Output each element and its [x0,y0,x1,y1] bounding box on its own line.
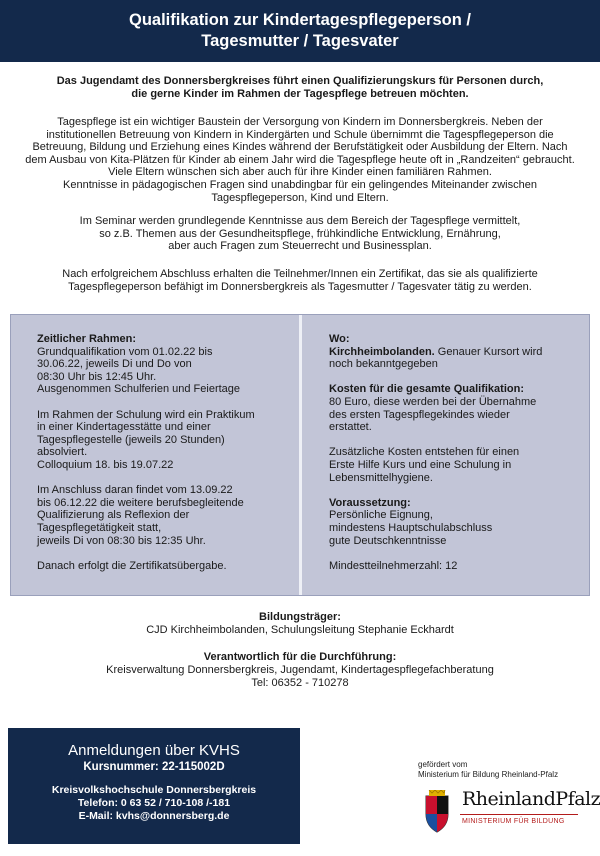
registration-box [8,728,300,844]
paragraph-line: dem Ausbau von Kita-Plätzen für Kinder ab einem Jahr wird die Tagespflege heute oft in „Randzeiten“ gebraucht. [25,153,575,166]
school-name: Kreisvolkshochschule Donnersbergkreis [51,784,257,796]
schedule-line: 30.06.22, jeweils Di und Do von [37,358,192,371]
followup-line: Qualifizierung als Reflexion der [37,509,190,522]
sponsor-note [418,760,558,780]
registration-title: Anmeldungen über KVHS [68,742,240,759]
info-box [10,314,590,596]
requirement-line: gute Deutschkenntnisse [329,534,447,547]
followup-line: bis 06.12.22 die weitere berufsbegleitende [37,496,244,509]
paragraph-line: Betreuung, Bildung und Erziehung eines Kindes während der Berufstätigkeit oder Ausbildung der Eltern. Nach [32,141,568,154]
sponsor-line: Ministerium für Bildung Rheinland-Pfalz [418,770,559,779]
requirement-line: mindestens Hauptschulabschluss [329,521,493,534]
seminar-paragraph [0,215,600,253]
followup-line: jeweils Di von 08:30 bis 12:35 Uhr. [37,534,206,547]
schedule-line: Grundqualifikation vom 01.02.22 bis [37,345,213,358]
course-number: Kursnummer: 22-115002D [83,761,225,773]
internship-line: in einer Kindertagesstätte und einer [37,421,211,434]
registration-email[interactable]: E-Mail: kvhs@donnersberg.de [78,810,230,822]
cost-line: des ersten Tagespflegekindes wieder [329,408,510,421]
cost-line: 80 Euro, diese werden bei der Übernahme [329,395,537,408]
location-note: Genauer Kursort wird [434,345,543,358]
extra-cost-line: Erste Hilfe Kurs und eine Schulung in [329,458,512,471]
title-line-1: Qualifikation zur Kindertagespflegeperson / [129,11,471,29]
responsible-block [0,651,600,690]
extra-cost-line: Lebensmittelhygiene. [329,471,433,484]
schedule-heading: Zeitlicher Rahmen: [37,333,137,345]
title-line-2: Tagesmutter / Tagesvater [201,32,399,50]
sponsor-line: gefördert vom [418,760,468,769]
paragraph-line: so z.B. Themen aus der Gesundheitspflege, frühkindliche Entwicklung, Ernährung, [99,227,501,240]
page-header [0,0,600,62]
paragraph-line: institutionellen Betreuung von Kindern in Kindergärten und Schule übernimmt die Tagespflegeperson die [46,128,554,141]
intro-line: die gerne Kinder im Rahmen der Tagespflege betreuen möchten. [131,87,469,100]
followup-line: Tagespflegetätigkeit statt, [37,521,162,534]
location-line [329,346,569,359]
certificate-handover: Danach erfolgt die Zertifikatsübergabe. [37,559,227,572]
paragraph-line: Im Seminar werden grundlegende Kenntnisse aus dem Bereich der Tagespflege vermittelt, [79,215,521,227]
min-participants: Mindestteilnehmerzahl: 12 [329,559,458,572]
internship-line: Im Rahmen der Schulung wird ein Praktikum [37,408,255,421]
requirements-heading: Voraussetzung: [329,496,411,509]
cost-heading: Kosten für die gesamte Qualifikation: [329,383,524,396]
responsible-phone: Tel: 06352 - 710278 [251,677,349,689]
paragraph-line: Kenntnisse in pädagogischen Fragen sind unabdingbar für ein gelingendes Miteinander zwischen [63,178,537,191]
responsible-heading: Verantwortlich für die Durchführung: [203,651,397,663]
internship-line: Colloquium 18. bis 19.07.22 [37,458,174,471]
paragraph-line: aber auch Fragen zum Steuerrecht und Businessplan. [168,240,432,253]
intro-line: Das Jugendamt des Donnersbergkreises führt einen Qualifizierungskurs für Personen durch, [56,75,544,87]
schedule-line: Ausgenommen Schulferien und Feiertage [37,383,241,396]
internship-line: absolviert. [37,446,88,459]
responsible-line: Kreisverwaltung Donnersbergkreis, Jugendamt, Kindertagespflegefachberatung [106,664,494,676]
organizer-line: CJD Kirchheimbolanden, Schulungsleitung Stephanie Eckhardt [146,624,454,636]
paragraph-line: Tagespflegeperson befähigt im Donnersbergkreis als Tagesmutter / Tagesvater tätig zu werden. [68,280,532,293]
location-note: noch bekanntgegeben [329,358,438,371]
logo-ministry-label: MINISTERIUM FÜR BILDUNG [462,818,565,825]
internship-line: Tagespflegestelle (jeweils 20 Stunden) [37,433,225,446]
extra-cost-line: Zusätzliche Kosten entstehen für einen [329,446,520,459]
certificate-paragraph [0,268,600,293]
details-column [329,333,569,572]
schedule-column [37,333,277,572]
organizer-block [0,611,600,637]
logo-divider [460,814,578,815]
ministry-logo [420,788,600,838]
registration-phone: Telefon: 0 63 52 / 710-108 /-181 [77,797,231,809]
schedule-line: 08:30 Uhr bis 12:45 Uhr. [37,370,157,383]
followup-line: Im Anschluss daran findet vom 13.09.22 [37,484,233,497]
logo-wordmark: RheinlandPfalz [462,788,600,810]
paragraph-line: Nach erfolgreichem Abschluss erhalten die Teilnehmer/Innen ein Zertifikat, das sie als qualifizierte [62,268,538,280]
intro-text [0,75,600,100]
paragraph-line: Viele Eltern wünschen sich aber auch für ihre Kinder einen familiären Rahmen. [108,166,492,179]
description-paragraph [0,116,600,204]
paragraph-line: Tagespflege ist ein wichtiger Baustein der Versorgung von Kindern im Donnersbergkreis. Neben der [57,116,543,128]
column-divider [299,315,302,595]
location-place: Kirchheimbolanden. [329,345,435,358]
cost-line: erstattet. [329,421,372,434]
paragraph-line: Tagespflegeperson, Kind und Eltern. [211,191,389,204]
requirement-line: Persönliche Eignung, [329,509,433,522]
location-heading: Wo: [329,333,350,345]
organizer-heading: Bildungsträger: [259,611,341,623]
rlp-coat-of-arms-icon [420,790,454,834]
